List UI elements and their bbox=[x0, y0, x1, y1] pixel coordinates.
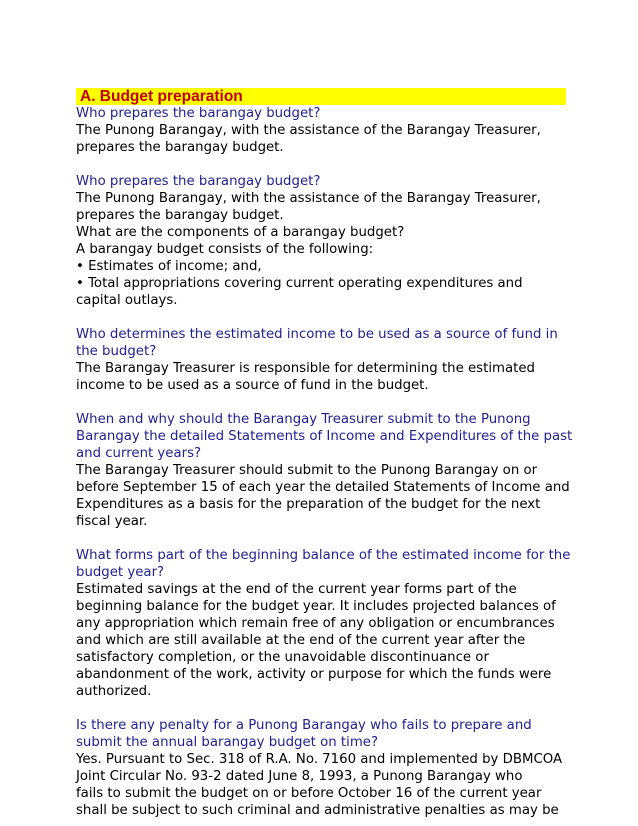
section-spacer bbox=[76, 309, 566, 326]
question-line: the budget? bbox=[76, 344, 157, 359]
answer-line: and which are still available at the end of the current year after the bbox=[76, 633, 526, 648]
answer-line: • Estimates of income; and, bbox=[76, 259, 262, 274]
answer-line: The Punong Barangay, with the assistance of the Barangay Treasurer, bbox=[76, 123, 541, 138]
answer-line: • Total appropriations covering current operating expenditures and bbox=[76, 276, 523, 291]
answer-line: The Punong Barangay, with the assistance of the Barangay Treasurer, bbox=[76, 191, 541, 206]
answer-line: satisfactory completion, or the unavoidable discontinuance or bbox=[76, 650, 489, 665]
answer-line: Expenditures as a basis for the preparation of the budget for the next bbox=[76, 497, 541, 512]
answer-line: capital outlays. bbox=[76, 293, 178, 308]
document-page bbox=[76, 88, 573, 819]
answer-line: income to be used as a source of fund in the budget. bbox=[76, 378, 429, 393]
section-spacer bbox=[76, 394, 566, 411]
section-heading: A. Budget preparation bbox=[76, 88, 566, 105]
question-line: budget year? bbox=[76, 565, 165, 580]
answer-line: Estimated savings at the end of the current year forms part of the bbox=[76, 582, 517, 597]
question-line: Who determines the estimated income to be used as a source of fund in bbox=[76, 327, 558, 342]
question-line: submit the annual barangay budget on time? bbox=[76, 735, 379, 750]
question-line: Is there any penalty for a Punong Barangay who fails to prepare and bbox=[76, 718, 532, 733]
qa-sections bbox=[76, 105, 573, 819]
question-line: and current years? bbox=[76, 446, 202, 461]
answer-line: shall be subject to such criminal and administrative penalties as may be bbox=[76, 803, 559, 818]
section-spacer bbox=[76, 700, 566, 717]
answer-line: The Barangay Treasurer should submit to the Punong Barangay on or bbox=[76, 463, 538, 478]
answer-line: fiscal year. bbox=[76, 514, 148, 529]
answer-line: before September 15 of each year the detailed Statements of Income and bbox=[76, 480, 570, 495]
answer-line: prepares the barangay budget. bbox=[76, 208, 284, 223]
question-line: Who prepares the barangay budget? bbox=[76, 106, 321, 121]
section-spacer bbox=[76, 530, 566, 547]
question-line: When and why should the Barangay Treasurer submit to the Punong bbox=[76, 412, 531, 427]
answer-line: abandonment of the work, activity or purpose for which the funds were bbox=[76, 667, 552, 682]
qa-block bbox=[76, 411, 573, 530]
answer-line: any appropriation which remain free of any obligation or encumbrances bbox=[76, 616, 555, 631]
question-line: What forms part of the beginning balance of the estimated income for the bbox=[76, 548, 571, 563]
answer-line: authorized. bbox=[76, 684, 152, 699]
section-spacer bbox=[76, 156, 566, 173]
answer-line: fails to submit the budget on or before October 16 of the current year bbox=[76, 786, 542, 801]
answer-line: beginning balance for the budget year. It includes projected balances of bbox=[76, 599, 556, 614]
answer-line: The Barangay Treasurer is responsible for determining the estimated bbox=[76, 361, 535, 376]
qa-block bbox=[76, 717, 566, 819]
answer-line: Joint Circular No. 93-2 dated June 8, 1993, a Punong Barangay who bbox=[76, 769, 523, 784]
question-line: Who prepares the barangay budget? bbox=[76, 174, 321, 189]
answer-line: What are the components of a barangay budget? bbox=[76, 225, 405, 240]
qa-block bbox=[76, 326, 566, 394]
qa-block bbox=[76, 547, 571, 700]
answer-line: Yes. Pursuant to Sec. 318 of R.A. No. 7160 and implemented by DBMCOA bbox=[76, 752, 563, 767]
qa-block bbox=[76, 173, 566, 309]
answer-line: A barangay budget consists of the following: bbox=[76, 242, 374, 257]
question-line: Barangay the detailed Statements of Income and Expenditures of the past bbox=[76, 429, 573, 444]
answer-line: prepares the barangay budget. bbox=[76, 140, 284, 155]
qa-block bbox=[76, 105, 566, 156]
